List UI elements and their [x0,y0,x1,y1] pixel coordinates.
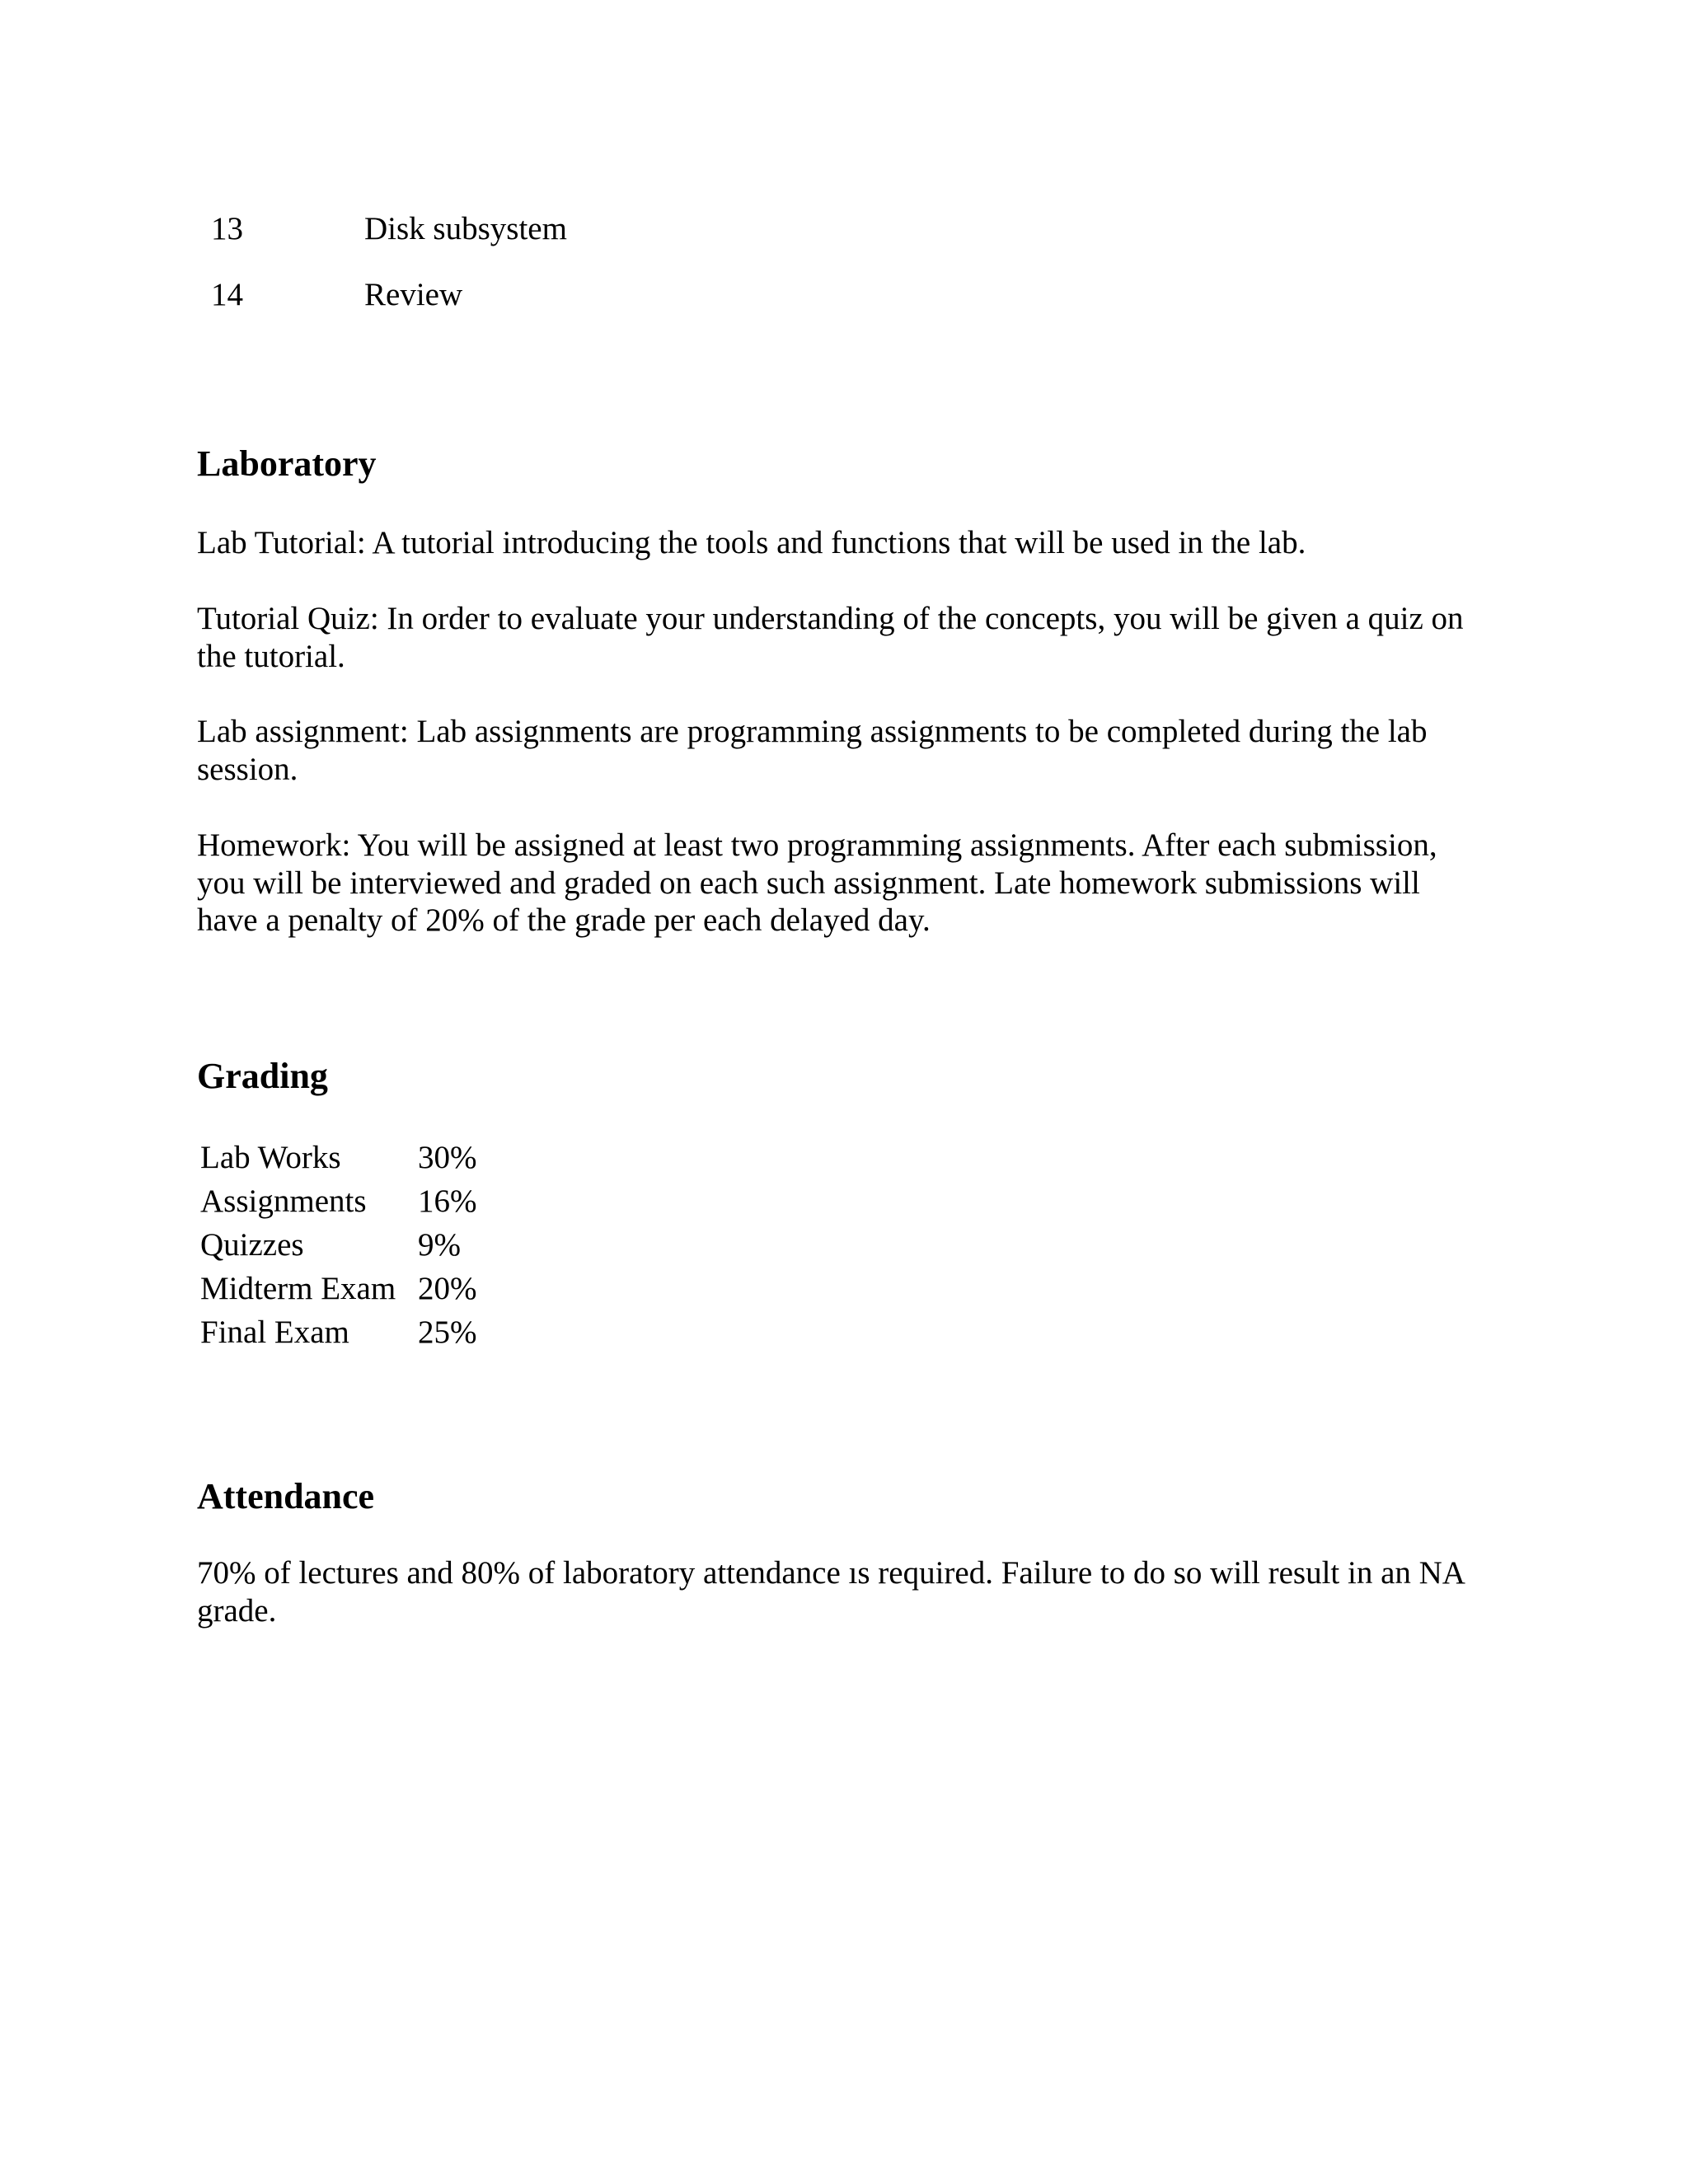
grading-heading: Grading [197,1056,328,1096]
schedule-topic [364,210,567,248]
laboratory-heading: Laboratory [197,443,377,484]
schedule-row [211,276,243,314]
lab-tutorial-paragraph: Lab Tutorial: A tutorial introducing the tools and functions that will be used in the lab. [197,525,1306,560]
grade-weight: 30% [418,1140,477,1175]
attendance-paragraph: 70% of lectures and 80% of laboratory attendance ıs required. Failure to do so will result in an NA grade. [197,1555,1464,1629]
grading-row [200,1183,477,1221]
grading-row [200,1270,477,1308]
grade-component: Assignments [200,1183,367,1219]
schedule-row [211,210,243,248]
tutorial-quiz-paragraph: Tutorial Quiz: In order to evaluate your understanding of the concepts, you will be given a quiz on the tutorial. [197,601,1464,674]
grade-component: Quizzes [200,1227,304,1263]
week-number: 14 [211,277,243,312]
grade-weight: 20% [418,1271,477,1306]
homework-paragraph: Homework: You will be assigned at least two programming assignments. After each submission, you will be interviewed and graded on each such assignment. Late homework submissions will have a penalty of 20% of the grade per each delayed day. [197,827,1437,938]
week-topic: Disk subsystem [364,211,567,246]
grade-weight: 25% [418,1315,477,1350]
grade-weight: 9% [418,1227,461,1263]
lab-assignment-paragraph: Lab assignment: Lab assignments are programming assignments to be completed during the lab session. [197,714,1428,787]
grading-row [200,1226,461,1264]
grade-component: Midterm Exam [200,1271,396,1306]
schedule-topic [364,276,462,314]
week-number: 13 [211,211,243,246]
grading-row [200,1314,477,1352]
grading-row [200,1139,477,1177]
grade-component: Final Exam [200,1315,349,1350]
attendance-heading: Attendance [197,1476,375,1516]
week-topic: Review [364,277,463,312]
grade-component: Lab Works [200,1140,341,1175]
grade-weight: 16% [418,1183,477,1219]
